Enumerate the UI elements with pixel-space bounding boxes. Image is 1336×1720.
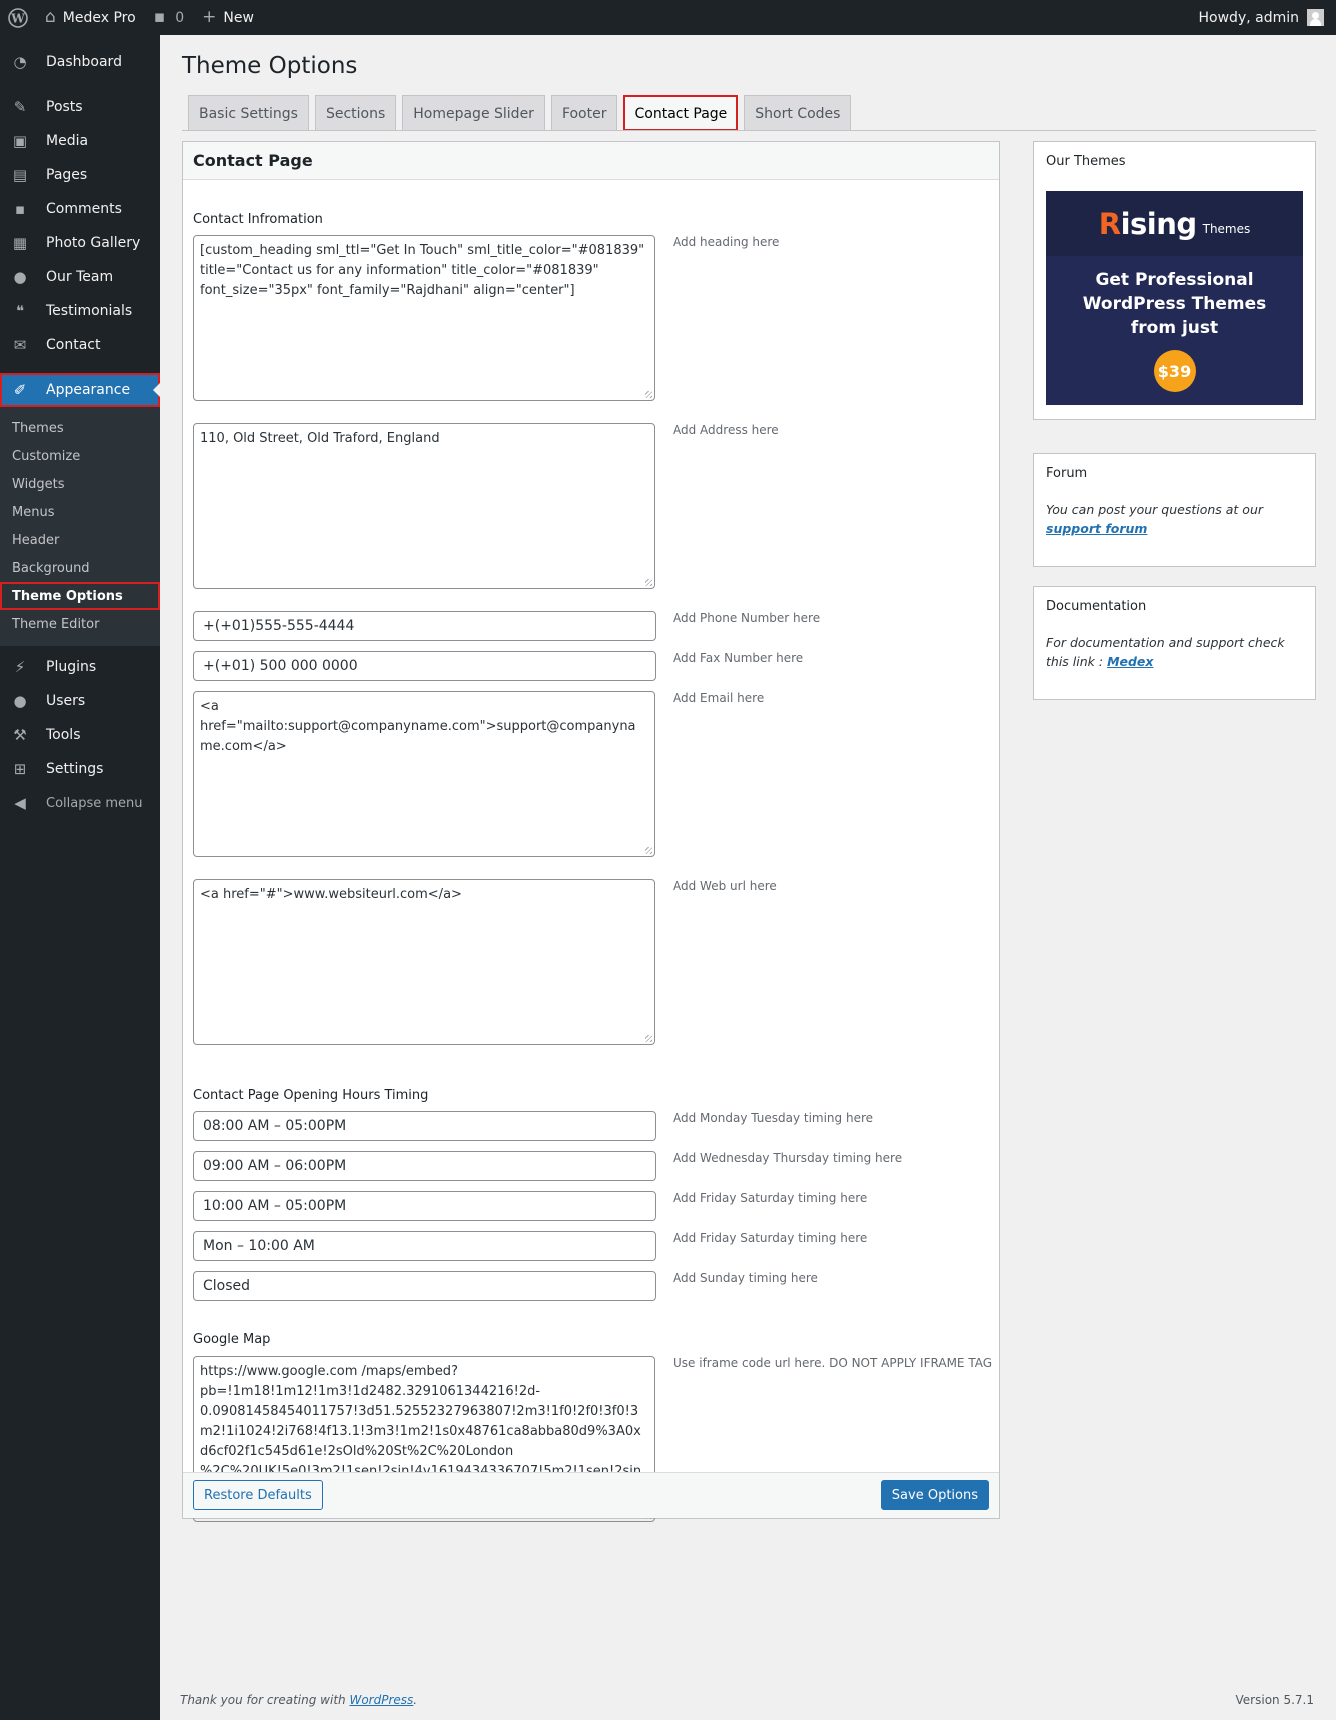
forum-title: Forum — [1046, 466, 1088, 481]
save-options-button[interactable]: Save Options — [881, 1480, 989, 1510]
options-tabs — [188, 95, 851, 131]
sidebar-item-users[interactable] — [0, 684, 160, 718]
footer-thanks-prefix: Thank you for creating with — [180, 1693, 350, 1707]
sidebar-item-label: Comments — [46, 201, 122, 217]
wordpress-logo-icon[interactable] — [0, 0, 36, 35]
sidebar-item-label: Media — [46, 133, 89, 149]
tab-homepage-slider[interactable]: Homepage Slider — [402, 95, 545, 131]
documentation-text — [1034, 633, 1315, 671]
sidebar-item-settings[interactable] — [0, 752, 160, 786]
tab-short-codes[interactable]: Short Codes — [744, 95, 851, 131]
contact-page-panel — [182, 141, 1000, 1519]
sidebar-item-testimonials[interactable] — [0, 294, 160, 328]
google-map-textarea[interactable]: https://www.google.com /maps/embed?pb=!1m18!1m12!1m3!1d2482.3291061344216!2d-0.09081458454011757!3d51.52552327963807!2m3!1f0!2f0!3f0!3m2!1i1024!2i768!4f13.1!3m3!1m2!1s0x48761ca8abba80d9%3A0xd6cf02f1c545d61e!2sOld%20St%2C%20London — [193, 1356, 655, 1522]
submenu-item-customize[interactable]: Customize — [12, 448, 81, 464]
banner-line-3: from just — [1130, 318, 1219, 338]
heading-hint: Add heading here — [673, 235, 780, 249]
medex-link[interactable]: Medex — [1107, 654, 1154, 669]
admin-sidebar — [0, 35, 160, 1720]
brand-logo — [1099, 207, 1197, 241]
users-icon: ● — [13, 692, 27, 710]
sidebar-item-label: Plugins — [46, 659, 97, 675]
documentation-text-body: For documentation and support check this link : — [1046, 635, 1285, 669]
rising-themes-banner[interactable] — [1046, 191, 1303, 405]
submenu-item-menus[interactable]: Menus — [12, 504, 55, 520]
hours-input-3[interactable]: 10:00 AM – 05:00PM — [193, 1191, 656, 1221]
pages-icon: ▤ — [12, 166, 28, 184]
brush-icon: ✐ — [13, 381, 27, 399]
appearance-submenu — [0, 407, 160, 646]
admin-bar — [0, 0, 1336, 35]
heading-textarea[interactable]: [custom_heading sml_ttl="Get In Touch" sml_title_color="#081839" title="Contact us for any information" title_color="#081839" font_size="35px" font_family="Rajdhani" align="center"] — [193, 235, 655, 401]
sidebar-item-label: Posts — [46, 99, 83, 115]
brand-sub: Themes — [1202, 221, 1251, 236]
phone-hint: Add Phone Number here — [673, 611, 821, 625]
hours-input-1[interactable]: 08:00 AM – 05:00PM — [193, 1111, 656, 1141]
address-textarea[interactable]: 110, Old Street, Old Traford, England — [193, 423, 655, 589]
sidebar-item-contact[interactable] — [0, 328, 160, 362]
submenu-item-theme-editor[interactable]: Theme Editor — [12, 616, 100, 632]
comment-bubble-icon: ▪ — [153, 7, 166, 27]
site-name: Medex Pro — [62, 9, 136, 26]
brand-logo-rest: ising — [1120, 206, 1197, 241]
sidebar-item-comments[interactable] — [0, 192, 160, 226]
tab-footer[interactable]: Footer — [551, 95, 618, 131]
weburl-hint: Add Web url here — [673, 879, 777, 893]
banner-brand — [1046, 191, 1303, 256]
comments-count: 0 — [175, 9, 185, 26]
support-forum-link[interactable]: support forum — [1046, 521, 1148, 536]
sidebar-item-label: Tools — [46, 727, 81, 743]
plus-icon: + — [202, 7, 217, 27]
sidebar-item-dashboard[interactable] — [0, 45, 160, 79]
documentation-title: Documentation — [1046, 599, 1147, 614]
hours-input-2[interactable]: 09:00 AM – 06:00PM — [193, 1151, 656, 1181]
hours-label: Contact Page Opening Hours Timing — [193, 1088, 429, 1103]
tab-contact-page[interactable]: Contact Page — [623, 95, 738, 131]
phone-input[interactable]: +(+01)555-555-4444 — [193, 611, 656, 641]
forum-text-body: You can post your questions at our — [1046, 502, 1264, 517]
sidebar-item-plugins[interactable] — [0, 650, 160, 684]
account-menu[interactable] — [1190, 0, 1336, 35]
banner-text — [1046, 268, 1303, 340]
email-hint: Add Email here — [673, 691, 765, 705]
home-icon: ⌂ — [45, 7, 56, 27]
sidebar-item-label: Contact — [46, 337, 101, 353]
forum-text — [1034, 500, 1315, 538]
submenu-item-header[interactable]: Header — [12, 532, 60, 548]
address-hint: Add Address here — [673, 423, 779, 437]
hours-input-5[interactable]: Closed — [193, 1271, 656, 1301]
banner-line-2: WordPress Themes — [1082, 294, 1267, 314]
greeting: Howdy, admin — [1198, 9, 1299, 26]
forum-box — [1033, 453, 1316, 567]
tab-basic-settings[interactable]: Basic Settings — [188, 95, 309, 131]
quote-icon: ❝ — [15, 302, 25, 320]
sidebar-item-tools[interactable] — [0, 718, 160, 752]
sidebar-item-label: Photo Gallery — [46, 235, 141, 251]
sidebar-item-label: Testimonials — [46, 303, 133, 319]
media-icon: ▣ — [12, 132, 28, 150]
footer-version: Version 5.7.1 — [1235, 1693, 1314, 1707]
avatar — [1307, 9, 1324, 26]
wordpress-link[interactable]: WordPress — [349, 1693, 414, 1707]
submenu-item-theme-options[interactable]: Theme Options — [0, 582, 160, 610]
sidebar-item-posts[interactable] — [0, 90, 160, 124]
sidebar-item-pages[interactable] — [0, 158, 160, 192]
fax-input[interactable]: +(+01) 500 000 0000 — [193, 651, 656, 681]
submenu-item-themes[interactable]: Themes — [12, 420, 64, 436]
contact-info-label: Contact Infromation — [193, 212, 323, 227]
sidebar-item-label: Appearance — [46, 382, 131, 398]
google-map-label: Google Map — [193, 1332, 271, 1347]
weburl-textarea[interactable]: <a href="#">www.websiteurl.com</a> — [193, 879, 655, 1045]
team-icon: ● — [13, 268, 27, 286]
new-label: New — [223, 9, 254, 26]
hours-hint-4: Add Friday Saturday timing here — [673, 1231, 868, 1245]
panel-footer — [183, 1472, 999, 1518]
footer-thanks — [180, 1693, 417, 1707]
fax-hint: Add Fax Number here — [673, 651, 804, 665]
panel-title: Contact Page — [183, 142, 999, 180]
hours-input-4[interactable]: Mon – 10:00 AM — [193, 1231, 656, 1261]
gallery-icon: ▦ — [12, 234, 28, 252]
sidebar-item-photo-gallery[interactable] — [0, 226, 160, 260]
sidebar-item-label: Dashboard — [46, 54, 122, 70]
mail-icon: ✉ — [13, 336, 27, 354]
our-themes-box — [1033, 141, 1316, 420]
sidebar-item-label: Users — [46, 693, 86, 709]
tab-sections[interactable]: Sections — [315, 95, 396, 131]
hours-hint-5: Add Sunday timing here — [673, 1271, 818, 1285]
hours-hint-1: Add Monday Tuesday timing here — [673, 1111, 874, 1125]
wrench-icon: ⚒ — [13, 726, 27, 744]
sidebar-item-label: Pages — [46, 167, 88, 183]
sidebar-item-media[interactable] — [0, 124, 160, 158]
pin-icon: ✎ — [13, 98, 27, 116]
documentation-box — [1033, 586, 1316, 700]
email-textarea[interactable]: <a href="mailto:support@companyname.com">support@companyname.com</a> — [193, 691, 655, 857]
site-name-link[interactable] — [36, 0, 145, 35]
brand-logo-r: R — [1098, 206, 1121, 241]
settings-icon: ⊞ — [13, 760, 27, 778]
footer-thanks-suffix: . — [413, 1693, 418, 1707]
banner-line-1: Get Professional — [1095, 270, 1254, 290]
submenu-item-widgets[interactable]: Widgets — [12, 476, 65, 492]
collapse-label: Collapse menu — [46, 795, 143, 811]
price-badge: $39 — [1154, 350, 1196, 392]
collapse-menu-button[interactable] — [0, 786, 160, 820]
tabs-divider — [182, 130, 1316, 131]
collapse-arrow-icon: ◀ — [14, 794, 26, 812]
hours-hint-2: Add Wednesday Thursday timing here — [673, 1151, 903, 1165]
restore-defaults-button[interactable]: Restore Defaults — [193, 1480, 323, 1510]
dashboard-icon: ◔ — [13, 53, 27, 71]
sidebar-item-label: Settings — [46, 761, 104, 777]
google-map-hint: Use iframe code url here. DO NOT APPLY IFRAME TAG — [673, 1356, 993, 1370]
svg-text:W: W — [11, 11, 25, 25]
new-content-link[interactable] — [193, 0, 263, 35]
comments-link[interactable] — [145, 0, 193, 35]
sidebar-item-appearance[interactable] — [0, 373, 160, 407]
our-themes-title: Our Themes — [1046, 154, 1126, 169]
sidebar-item-our-team[interactable] — [0, 260, 160, 294]
comments-icon: ▪ — [14, 200, 26, 218]
page-title: Theme Options — [182, 53, 358, 79]
plugin-icon: ⚡ — [14, 658, 26, 676]
sidebar-item-label: Our Team — [46, 269, 114, 285]
submenu-item-background[interactable]: Background — [12, 560, 90, 576]
hours-hint-3: Add Friday Saturday timing here — [673, 1191, 868, 1205]
